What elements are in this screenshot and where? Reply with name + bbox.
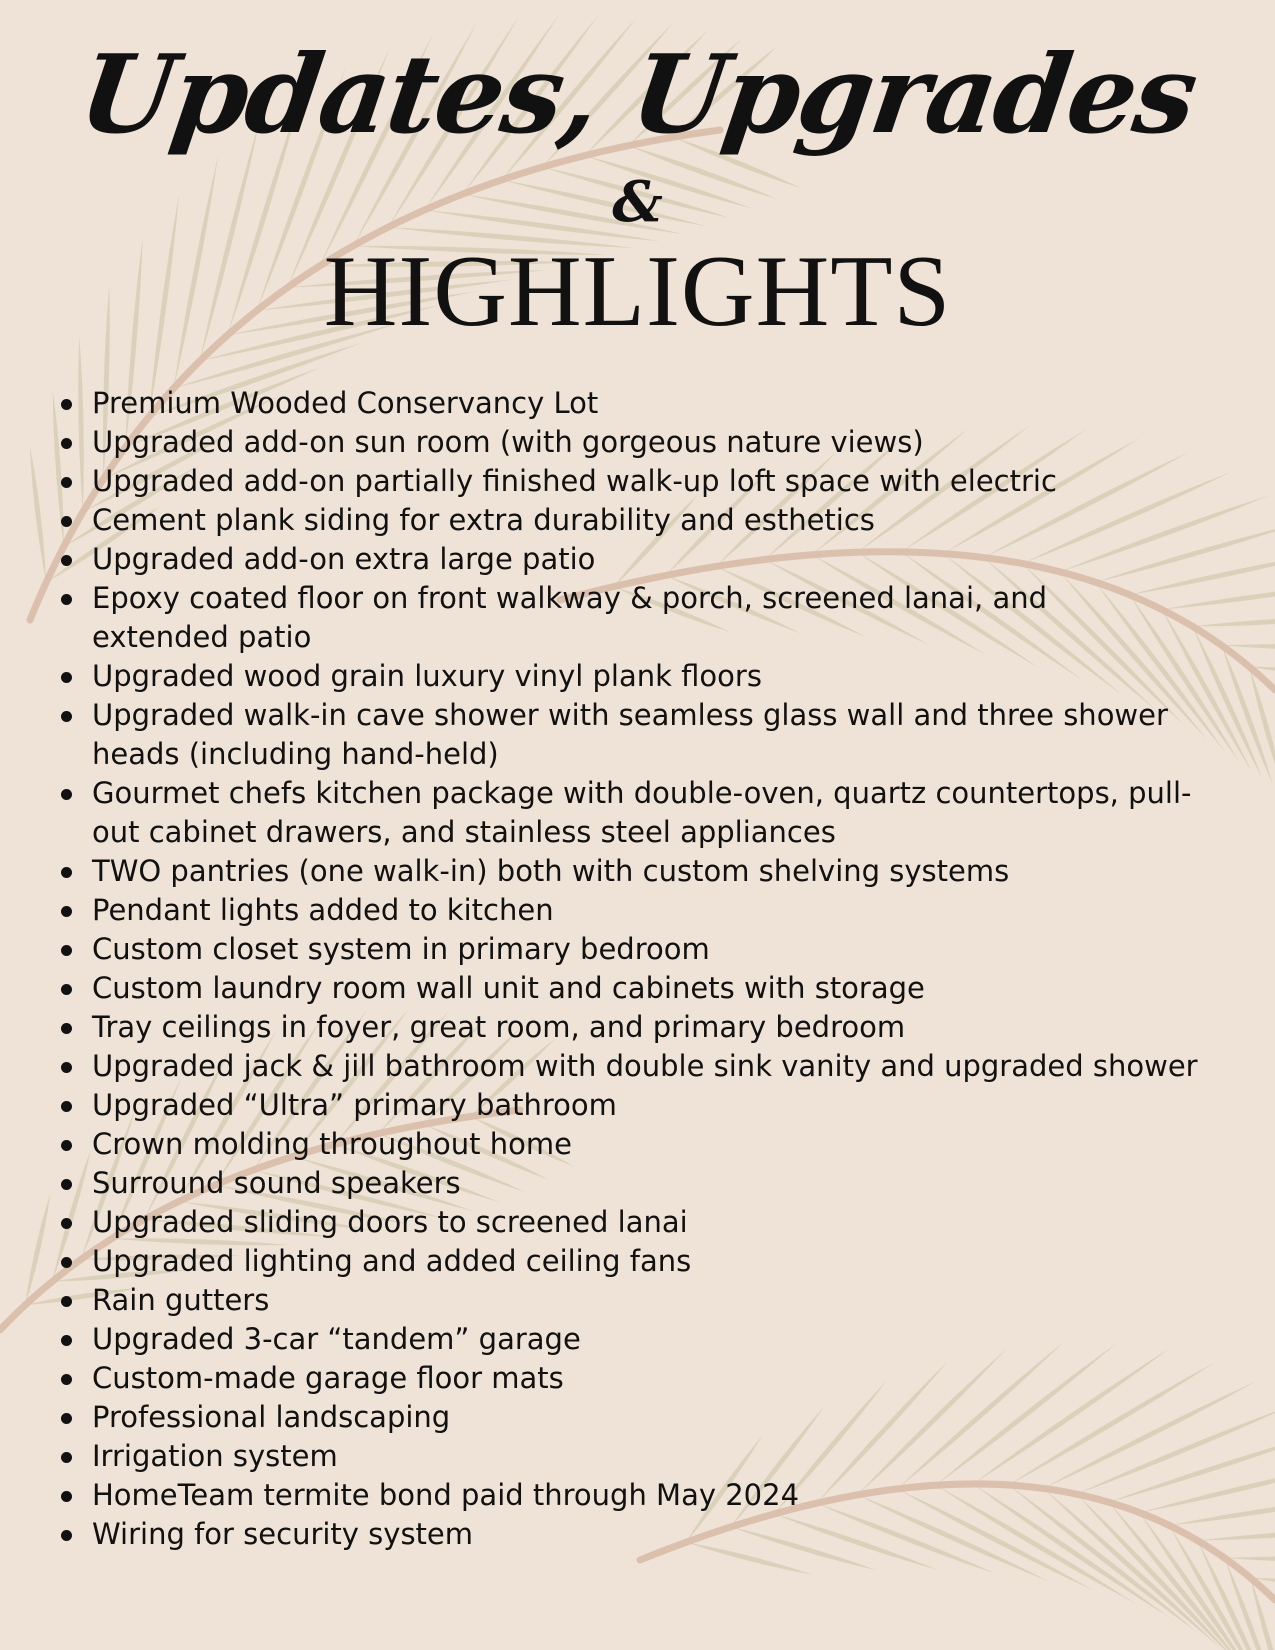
list-item-text: Wiring for security system: [92, 1517, 474, 1551]
title-ampersand: &: [612, 169, 663, 235]
list-item: [52, 384, 1247, 423]
list-item: [52, 579, 1132, 657]
list-item-text: Irrigation system: [92, 1439, 338, 1473]
bullet-icon: [61, 594, 72, 605]
list-item-text: Upgraded sliding doors to screened lanai: [92, 1205, 688, 1239]
bullet-icon: [61, 1530, 72, 1541]
bullet-icon: [61, 1101, 72, 1112]
list-item-text: Upgraded walk-in cave shower with seamless glass wall and three shower heads (including hand-held): [92, 698, 1168, 771]
bullet-icon: [61, 516, 72, 527]
bullet-icon: [61, 1062, 72, 1073]
list-item-text: Cement plank siding for extra durability and esthetics: [92, 503, 875, 537]
list-item: [52, 1203, 1247, 1242]
list-item: [52, 1047, 1202, 1086]
list-item-text: Upgraded wood grain luxury vinyl plank floors: [92, 659, 762, 693]
list-item-text: Upgraded add-on sun room (with gorgeous nature views): [92, 425, 924, 459]
list-item: [52, 969, 1247, 1008]
highlights-list: [52, 384, 1247, 1554]
list-item-text: Epoxy coated floor on front walkway & porch, screened lanai, and extended patio: [92, 581, 1048, 654]
list-item-text: Crown molding throughout home: [92, 1127, 572, 1161]
title-highlights: HIGHLIGHTS: [323, 235, 952, 348]
list-item: [52, 501, 1247, 540]
bullet-icon: [61, 438, 72, 449]
bullet-icon: [61, 555, 72, 566]
bullet-icon: [61, 1218, 72, 1229]
list-item: [52, 1437, 1247, 1476]
list-item: [52, 891, 1247, 930]
list-item-text: Upgraded add-on extra large patio: [92, 542, 596, 576]
list-item: [52, 1086, 1247, 1125]
list-item: [52, 657, 1247, 696]
list-item: [52, 1515, 1247, 1554]
bullet-icon: [61, 477, 72, 488]
bullet-icon: [61, 1413, 72, 1424]
list-item-text: Professional landscaping: [92, 1400, 451, 1434]
list-item: [52, 852, 1247, 891]
bullet-icon: [61, 1179, 72, 1190]
list-item: [52, 696, 1247, 774]
list-item: [52, 1398, 1247, 1437]
list-item-text: HomeTeam termite bond paid through May 2024: [92, 1478, 800, 1512]
list-item: [52, 1359, 1247, 1398]
list-item-text: Custom-made garage floor mats: [92, 1361, 564, 1395]
list-item: [52, 462, 1247, 501]
bullet-icon: [61, 672, 72, 683]
list-item: [52, 1164, 1247, 1203]
bullet-icon: [61, 711, 72, 722]
bullet-icon: [61, 945, 72, 956]
list-item: [52, 930, 1247, 969]
bullet-icon: [61, 789, 72, 800]
list-item-text: Surround sound speakers: [92, 1166, 461, 1200]
list-item: [52, 1281, 1247, 1320]
list-item: [52, 1125, 1247, 1164]
list-item-text: Rain gutters: [92, 1283, 270, 1317]
list-item: [52, 774, 1212, 852]
bullet-icon: [61, 1452, 72, 1463]
list-item-text: Upgraded jack & jill bathroom with double sink vanity and upgraded shower: [92, 1049, 1198, 1083]
list-item-text: Upgraded 3-car “tandem” garage: [92, 1322, 581, 1356]
list-item-text: TWO pantries (one walk-in) both with custom shelving systems: [92, 854, 1010, 888]
list-item-text: Upgraded add-on partially finished walk-up loft space with electric: [92, 464, 1057, 498]
bullet-icon: [61, 1374, 72, 1385]
list-item: [52, 423, 1247, 462]
list-item-text: Pendant lights added to kitchen: [92, 893, 554, 927]
list-item: [52, 1476, 1247, 1515]
list-item: [52, 1320, 1247, 1359]
bullet-icon: [61, 1257, 72, 1268]
list-item-text: Gourmet chefs kitchen package with double-oven, quartz countertops, pull-out cabinet drawers, and stainless steel appliances: [92, 776, 1192, 849]
list-item: [52, 1008, 1247, 1047]
list-item-text: Premium Wooded Conservancy Lot: [92, 386, 599, 420]
bullet-icon: [61, 1335, 72, 1346]
list-item: [52, 1242, 1247, 1281]
bullet-icon: [61, 906, 72, 917]
bullet-icon: [61, 1296, 72, 1307]
list-item-text: Upgraded lighting and added ceiling fans: [92, 1244, 692, 1278]
list-item-text: Upgraded “Ultra” primary bathroom: [92, 1088, 617, 1122]
bullet-icon: [61, 984, 72, 995]
list-item-text: Custom laundry room wall unit and cabinets with storage: [92, 971, 925, 1005]
title-script: Updates, Upgrades: [72, 32, 1203, 158]
bullet-icon: [61, 399, 72, 410]
bullet-icon: [61, 1491, 72, 1502]
bullet-icon: [61, 1023, 72, 1034]
list-item-text: Tray ceilings in foyer, great room, and primary bedroom: [92, 1010, 906, 1044]
bullet-icon: [61, 1140, 72, 1151]
palm-leaflet: [30, 446, 46, 582]
bullet-icon: [61, 867, 72, 878]
list-item: [52, 540, 1247, 579]
list-item-text: Custom closet system in primary bedroom: [92, 932, 710, 966]
